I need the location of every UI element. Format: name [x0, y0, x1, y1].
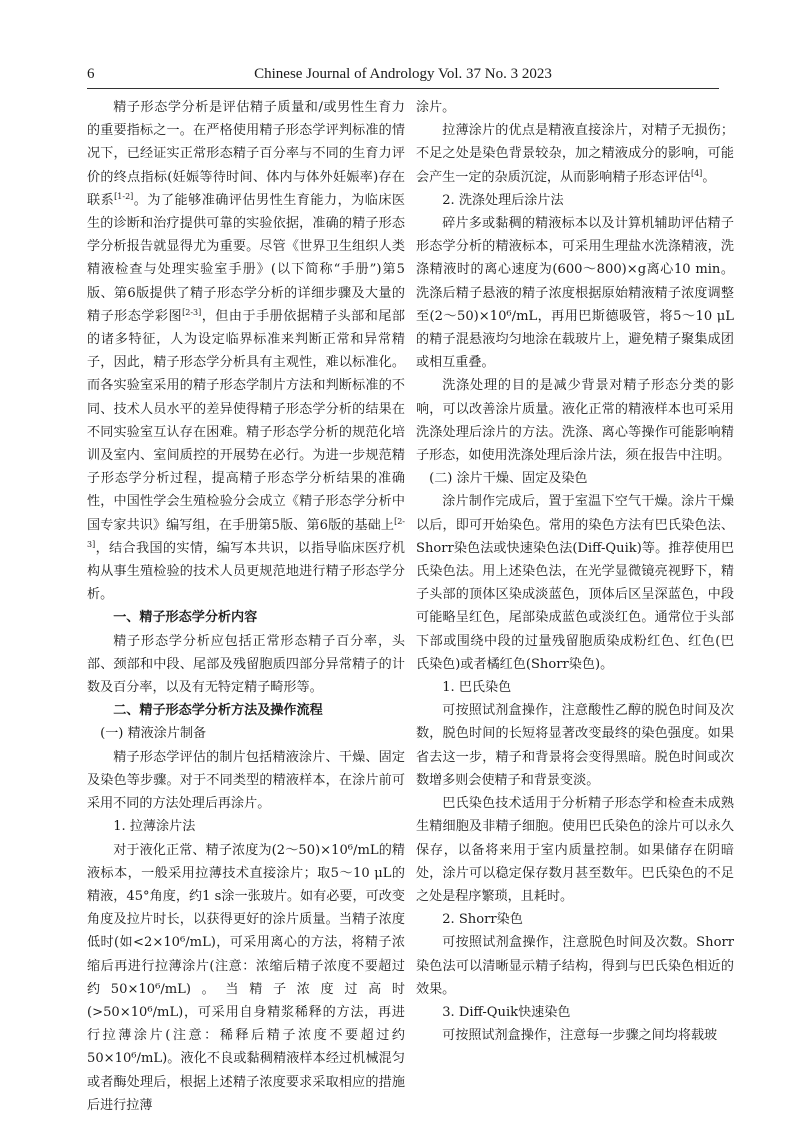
journal-title: Chinese Journal of Andrology Vol. 37 No. 3 2023 — [254, 66, 552, 82]
pap-paragraph-1: 可按照试剂盒操作，注意酸性乙醇的脱色时间及次数，脱色时间的长短将显著改变最终的染色强度。如果省去这一步，精子和背景将会变得黑暗。脱色时间或次数增多则会使精子和背景变淡。 — [416, 703, 734, 788]
reference-mark: [1-2] — [114, 191, 134, 201]
reference-mark: [2-3] — [182, 307, 202, 317]
thin-smear-paragraph: 对于液化正常、精子浓度为(2～50)×10⁶/mL的精液标本，一般采用拉薄技术直接涂片；取5～10 μL的精液，45°角度，约1 s涂一张玻片。如有必要，可改变角度及拉片时长，以获得更好的涂片质量。当精子浓度低时(如<2×10⁶/mL)，可采用离心的方法，将精子浓缩后再进行拉薄涂片(注意：浓缩后精子浓度不要超过约50×10⁶/mL)。当精子浓度过高时(>50×10⁶/mL)，可采用自身精浆稀释的方法，再进行拉薄涂片(注意：稀释后精子浓度不要超过约50×10⁶/mL)。液化不良或黏稠精液样本经过机械混匀或者酶处理后，根据上述精子浓度要求采取相应的措施后进行拉薄 — [87, 842, 405, 1113]
pap-paragraph-2: 巴氏染色技术适用于分析精子形态学和检查未成熟生精细胞及非精子细胞。使用巴氏染色的涂片可以永久保存，以备将来用于室内质量控制。如果储存在阴暗处，涂片可以稳定保存数月甚至数年。巴氏染色的不足之处是程序繁琐，且耗时。 — [416, 796, 734, 904]
right-column — [416, 96, 734, 1047]
content-paragraph: 精子形态学分析应包括正常形态精子百分率，头部、颈部和中段、尾部及残留胞质四部分异常精子的计数及百分率，以及有无特定精子畸形等。 — [87, 633, 405, 696]
smear-paragraph: 精子形态学评估的制片包括精液涂片、干燥、固定及染色等步骤。对于不同类型的精液样本，在涂片前可采用不同的方法处理后再涂片。 — [87, 749, 405, 812]
wash-purpose-paragraph: 洗涤处理的目的是减少背景对精子形态分类的影响，可以改善涂片质量。液化正常的精液样本也可采用洗涤处理后涂片的方法。洗涤、离心等操作可能影响精子形态，如使用洗涤处理后涂片法，须在报告中注明。 — [416, 378, 734, 464]
continued-text: 涂片。 — [416, 100, 456, 115]
intro-paragraph: 精子形态学分析是评估精子质量和/或男性生育力的重要指标之一。在严格使用精子形态学评判标准的情况下，已经证实正常形态精子百分率与不同的生育力评价的终点指标(妊娠等待时间、体内与体外妊娠率)存在联系[1-2]。为了能够准确评估男性生育能力，为临床医生的诊断和治疗提供可靠的实验依据，准确的精子形态学分析报告就显得尤为重要。尽管《世界卫生组织人类精液检查与处理实验室手册》(以下简称“手册”)第5版、第6版提供了精子形态学分析的详细步骤及大量的精子形态学彩图[2-3]，但由于手册依据精子头部和尾部的诸多特征，人为设定临界标准来判断正常和异常精子，因此，精子形态学分析具有主观性，难以标准化。而各实验室采用的精子形态学制片方法和判断标准的不同、技术人员水平的差异使得精子形态学分析的结果在不同实验室互认存在困难。精子形态学分析的规范化培训及室内、室间质控的开展势在必行。为进一步规范精子形态学分析过程，提高精子形态学分析结果的准确性，中国性学会生殖检验分会成立《精子形态学分析中国专家共识》编写组，在手册第5版、第6版的基础上[2-3]，结合我国的实情，编写本共识，以指导临床医疗机构从事生殖检验的技术人员更规范地进行精子形态学分析。 — [87, 100, 406, 603]
subsection-heading-staining: (二) 涂片干燥、固定及染色 — [429, 471, 588, 487]
reference-mark: [4] — [690, 168, 703, 178]
section-heading-methods: 二、精子形态学分析方法及操作流程 — [113, 703, 323, 719]
reference-mark: [2-3] — [87, 516, 405, 549]
section-heading-content: 一、精子形态学分析内容 — [113, 610, 258, 626]
staining-paragraph: 涂片制作完成后，置于室温下空气干燥。涂片干燥以后，即可开始染色。常用的染色方法有巴氏染色法、Shorr染色法或快速染色法(Diff-Quik)等。推荐使用巴氏染色法。用上述染色法，在光学显微镜亮视野下，精子头部的顶体区染成淡蓝色，顶体后区呈深蓝色，中段可能略呈红色，尾部染成蓝色或淡红色。通常位于头部下部或围绕中段的过量残留胞质染成粉红色、红色(巴氏染色)或者橘红色(Shorr染色)。 — [416, 494, 734, 672]
subheading-thin-smear: 1. 拉薄涂片法 — [113, 819, 196, 835]
subheading-shorr-stain: 2. Shorr染色 — [442, 912, 523, 928]
subheading-pap-stain: 1. 巴氏染色 — [442, 680, 512, 696]
subsection-heading-smear: (一) 精液涂片制备 — [100, 726, 207, 742]
wash-paragraph: 碎片多或黏稠的精液标本以及计算机辅助评估精子形态学分析的精液标本，可采用生理盐水洗涤精液，洗涤精液时的离心速度为(600～800)×g离心10 min。洗涤后精子悬液的精子浓度根据原始精液精子浓度调整至(2～50)×10⁶/mL，再用巴斯德吸管，将5～10 μL的精子混悬液均匀地涂在载玻片上，避免精子聚集成团或相互重叠。 — [416, 216, 734, 371]
diff-quik-paragraph: 可按照试剂盒操作，注意每一步骤之间均将载玻 — [442, 1028, 718, 1044]
header-rule — [87, 88, 719, 89]
shorr-paragraph: 可按照试剂盒操作，注意脱色时间及次数。Shorr染色法可以清晰显示精子结构，得到与巴氏染色相近的效果。 — [416, 935, 734, 997]
subheading-diff-quik: 3. Diff-Quik快速染色 — [442, 1004, 571, 1020]
thin-smear-advantages-paragraph: 拉薄涂片的优点是精液直接涂片，对精子无损伤；不足之处是染色背景较杂，加之精液成分的影响，可能会产生一定的杂质沉淀，从而影响精子形态评估[4]。 — [416, 123, 734, 185]
left-column — [87, 96, 405, 1117]
page-number: 6 — [87, 66, 95, 82]
page-header — [87, 66, 719, 84]
subheading-wash-smear: 2. 洗涤处理后涂片法 — [442, 192, 564, 208]
